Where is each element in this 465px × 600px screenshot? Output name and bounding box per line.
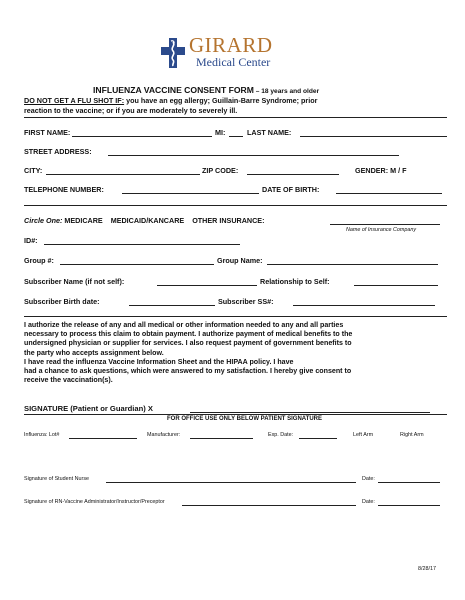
revision-date: 8/28/17 bbox=[418, 566, 436, 572]
signature-label: SIGNATURE (Patient or Guardian) X bbox=[24, 404, 153, 413]
warning-line-1: DO NOT GET A FLU SHOT IF: you have an egg allergy; Guillain-Barre Syndrome; prior bbox=[24, 96, 318, 105]
first-name-label: FIRST NAME: bbox=[24, 128, 71, 137]
mi-label: MI: bbox=[215, 128, 226, 137]
street-address-label: STREET ADDRESS: bbox=[24, 147, 92, 156]
manufacturer-label: Manufacturer: bbox=[147, 432, 181, 438]
subscriber-name-label: Subscriber Name (if not self): bbox=[24, 277, 125, 286]
exp-date-field[interactable] bbox=[299, 438, 337, 439]
relationship-label: Relationship to Self: bbox=[260, 277, 330, 286]
subscriber-ss-label: Subscriber SS#: bbox=[218, 297, 274, 306]
student-nurse-signature-field[interactable] bbox=[106, 482, 356, 483]
gender-label: GENDER: M / F bbox=[355, 166, 407, 175]
medicare-option[interactable]: MEDICARE bbox=[64, 216, 103, 225]
date-label-2: Date: bbox=[362, 499, 375, 505]
street-address-field[interactable] bbox=[108, 155, 399, 156]
last-name-label: LAST NAME: bbox=[247, 128, 292, 137]
insurance-row: Circle One: MEDICARE MEDICAID/KANCARE OTHER INSURANCE: bbox=[24, 216, 265, 225]
group-number-label: Group #: bbox=[24, 256, 54, 265]
logo-subtitle: Medical Center bbox=[196, 55, 271, 69]
subscriber-ss-field[interactable] bbox=[293, 305, 435, 306]
lot-label: Influenza: Lot# bbox=[24, 432, 60, 438]
relationship-field[interactable] bbox=[354, 285, 438, 286]
date-of-birth-label: DATE OF BIRTH: bbox=[262, 185, 320, 194]
lot-field[interactable] bbox=[69, 438, 137, 439]
date-field-2[interactable] bbox=[378, 505, 440, 506]
authorization-text: I authorize the release of any and all medical or other information needed to any and all parties necessary to process this claim to obtain payment. I authorize payment of medical benefits to the undersigned physician or supplier for services. I also request payment of government benefits to the party who accepts assignment below. I have read the influenza Vaccine Information Sheet and the HIPAA policy. I have had a chance to ask questions, which were answered to my satisfaction. I hereby give consent to receive the vaccination(s). bbox=[24, 321, 353, 385]
date-of-birth-field[interactable] bbox=[336, 193, 442, 194]
id-label: ID#: bbox=[24, 236, 38, 245]
logo-wordmark: GIRARD bbox=[189, 33, 273, 57]
divider bbox=[24, 117, 447, 118]
group-name-label: Group Name: bbox=[217, 256, 263, 265]
other-insurance-option[interactable]: OTHER INSURANCE: bbox=[192, 216, 265, 225]
date-label-1: Date: bbox=[362, 476, 375, 482]
subscriber-name-field[interactable] bbox=[157, 285, 257, 286]
warning-line-2: reaction to the vaccine; or if you are moderately to severely ill. bbox=[24, 106, 238, 115]
patient-signature-field[interactable] bbox=[190, 412, 430, 413]
telephone-field[interactable] bbox=[122, 193, 259, 194]
medicaid-option[interactable]: MEDICAID/KANCARE bbox=[110, 216, 185, 225]
city-label: CITY: bbox=[24, 166, 43, 175]
insurance-company-field[interactable] bbox=[330, 224, 440, 225]
divider bbox=[24, 414, 447, 415]
student-nurse-signature-label: Signature of Student Nurse bbox=[24, 476, 90, 482]
rn-signature-field[interactable] bbox=[182, 505, 356, 506]
manufacturer-field[interactable] bbox=[190, 438, 253, 439]
divider bbox=[24, 316, 447, 317]
city-field[interactable] bbox=[46, 174, 200, 175]
left-arm-option[interactable]: Left Arm bbox=[353, 432, 374, 438]
id-field[interactable] bbox=[44, 244, 240, 245]
insurance-company-caption: Name of Insurance Company bbox=[346, 227, 417, 233]
exp-date-label: Exp. Date: bbox=[268, 432, 294, 438]
right-arm-option[interactable]: Right Arm bbox=[400, 432, 424, 438]
divider bbox=[24, 205, 447, 206]
gender-options[interactable]: M / F bbox=[390, 166, 407, 175]
telephone-label: TELEPHONE NUMBER: bbox=[24, 185, 104, 194]
form-title: INFLUENZA VACCINE CONSENT FORM – 18 years and older bbox=[93, 85, 320, 95]
date-field-1[interactable] bbox=[378, 482, 440, 483]
medical-cross-icon bbox=[160, 36, 186, 70]
zip-code-field[interactable] bbox=[247, 174, 339, 175]
first-name-field[interactable] bbox=[72, 136, 212, 137]
group-name-field[interactable] bbox=[267, 264, 438, 265]
group-number-field[interactable] bbox=[60, 264, 214, 265]
subscriber-birthdate-label: Subscriber Birth date: bbox=[24, 297, 100, 306]
mi-field[interactable] bbox=[229, 136, 243, 137]
last-name-field[interactable] bbox=[300, 136, 447, 137]
office-use-banner: FOR OFFICE USE ONLY BELOW PATIENT SIGNATURE bbox=[167, 416, 323, 422]
rn-signature-label: Signature of RN-Vaccine Administrator/Instructor/Preceptor bbox=[24, 499, 165, 505]
subscriber-birthdate-field[interactable] bbox=[129, 305, 215, 306]
zip-code-label: ZIP CODE: bbox=[202, 166, 239, 175]
